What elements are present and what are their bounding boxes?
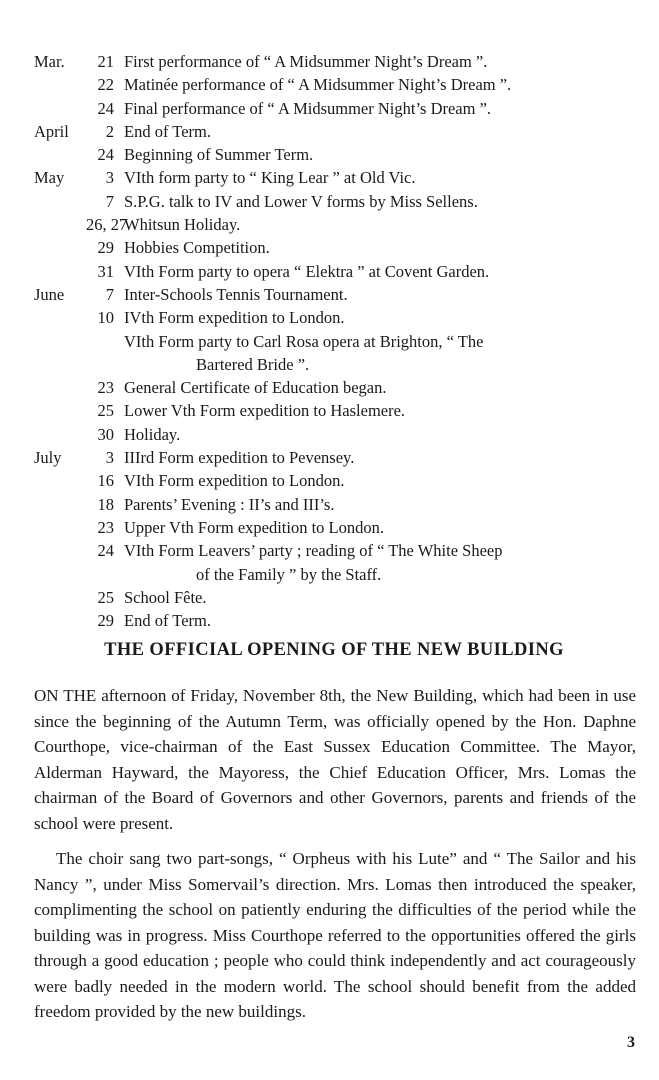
- diary-month: May: [34, 168, 65, 188]
- diary-entry: [34, 190, 634, 213]
- diary-event: Matinée performance of “ A Midsummer Night’s Dream ”.: [124, 75, 512, 95]
- diary-entry: [34, 213, 634, 236]
- diary-event: VIth Form party to opera “ Elektra ” at Covent Garden.: [124, 261, 490, 281]
- diary-month: April: [34, 121, 69, 141]
- diary-day: 21: [97, 52, 114, 71]
- diary-event: Final performance of “ A Midsummer Night’s Dream ”.: [124, 98, 492, 118]
- diary-entry: [34, 330, 634, 353]
- diary-day: 3: [105, 448, 114, 468]
- diary-event: VIth Form Leavers’ party ; reading of “ The White Sheep: [124, 541, 503, 561]
- diary-day-wrap: [86, 213, 128, 236]
- diary-entry: [34, 306, 634, 329]
- diary-event: S.P.G. talk to IV and Lower V forms by Miss Sellens.: [124, 191, 478, 211]
- diary-entry: [34, 50, 634, 73]
- diary-day: 25: [97, 587, 114, 607]
- diary-entry: [34, 516, 634, 539]
- diary-event-continuation: [34, 563, 634, 586]
- diary-entry: [34, 73, 634, 96]
- diary-event: Hobbies Competition.: [124, 238, 270, 258]
- diary-event: VIth Form party to Carl Rosa opera at Brighton, “ The: [124, 331, 484, 351]
- diary-day: 29: [97, 611, 114, 631]
- diary-day: 24: [97, 98, 114, 118]
- diary-day: 25: [97, 401, 114, 421]
- diary-day: 29: [97, 238, 114, 258]
- diary-event: School Fête.: [124, 587, 207, 607]
- page-number: 3: [627, 1034, 635, 1051]
- diary-day: 7: [105, 191, 114, 211]
- diary-day: 23: [97, 517, 114, 537]
- diary-list: [34, 50, 634, 632]
- diary-event: VIth Form expedition to London.: [124, 471, 345, 491]
- diary-entry: [34, 399, 634, 422]
- diary-entry: [34, 260, 634, 283]
- diary-event: Beginning of Summer Term.: [124, 145, 314, 165]
- diary-event: Whitsun Holiday.: [124, 215, 241, 235]
- diary-event: Parents’ Evening : II’s and III’s.: [124, 494, 335, 514]
- diary-entry: [34, 609, 634, 632]
- diary-continuation-text: of the Family ” by the Staff.: [196, 564, 382, 584]
- diary-event: IVth Form expedition to London.: [124, 308, 345, 328]
- diary-day: 24: [97, 541, 114, 561]
- diary-event-continuation: [34, 353, 634, 376]
- diary-event: General Certificate of Education began.: [124, 378, 387, 398]
- diary-event: Upper Vth Form expedition to London.: [124, 517, 385, 537]
- diary-entry: [34, 586, 634, 609]
- diary-entry: [34, 283, 634, 306]
- diary-day: 3: [105, 168, 114, 188]
- diary-month: July: [34, 448, 62, 468]
- diary-event: End of Term.: [124, 611, 211, 631]
- diary-event: Inter-Schools Tennis Tournament.: [124, 284, 348, 304]
- diary-month: Mar.: [34, 52, 65, 71]
- diary-event: End of Term.: [124, 121, 211, 141]
- diary-day: 10: [97, 308, 114, 328]
- diary-day: 24: [97, 145, 114, 165]
- diary-event: First performance of “ A Midsummer Night’s Dream ”.: [124, 52, 488, 71]
- article-title: THE OFFICIAL OPENING OF THE NEW BUILDING: [104, 640, 564, 660]
- diary-event: IIIrd Form expedition to Pevensey.: [124, 448, 355, 468]
- diary-day: 30: [97, 424, 114, 444]
- diary-month: June: [34, 284, 65, 304]
- diary-entry: [34, 166, 634, 189]
- diary-event: VIth form party to “ King Lear ” at Old Vic.: [124, 168, 416, 188]
- article-paragraph-2: The choir sang two part-songs, “ Orpheus with his Lute” and “ The Sailor and his Nancy ”, under Miss Somervail’s direction. Mrs. Lomas then introduced the speaker, complimenting the school on patiently enduring the difficulties of the period while the building was in progress. Miss Courthope referred to the opportunities offered the girls through a good education ; people who could think independently and act courageously were badly needed in the modern world. The school should benefit from the added freedom provided by the new buildings.: [34, 849, 636, 1021]
- diary-entry: [34, 97, 634, 120]
- diary-entry: [34, 446, 634, 469]
- diary-day: 7: [105, 284, 114, 304]
- diary-day: 16: [97, 471, 114, 491]
- diary-day: 26, 27: [86, 215, 128, 235]
- diary-day: 18: [97, 494, 114, 514]
- diary-day: 22: [97, 75, 114, 95]
- diary-entry: [34, 143, 634, 166]
- diary-event: Lower Vth Form expedition to Haslemere.: [124, 401, 406, 421]
- diary-day: 31: [97, 261, 114, 281]
- diary-entry: [34, 493, 634, 516]
- article-paragraph-1: ON THE afternoon of Friday, November 8th, the New Building, which had been in use since the beginning of the Autumn Term, was officially opened by the Hon. Daphne Courthope, vice-chairman of the East Sussex Education Committee. The Mayor, Alderman Hayward, the Mayoress, the Chief Education Officer, Mrs. Lomas the chairman of the Board of Governors and other Governors, parents and friends of the school were present.: [34, 686, 636, 833]
- article-body: [34, 683, 636, 1025]
- diary-day: 2: [105, 121, 114, 141]
- diary-indent-spacer: [34, 563, 124, 586]
- diary-entry: [34, 376, 634, 399]
- diary-entry: [34, 423, 634, 446]
- diary-day: 23: [97, 378, 114, 398]
- diary-indent-spacer: [34, 353, 124, 376]
- diary-entry: [34, 120, 634, 143]
- diary-entry: [34, 469, 634, 492]
- diary-event: Holiday.: [124, 424, 181, 444]
- diary-continuation-text: Bartered Bride ”.: [196, 354, 310, 374]
- diary-entry: [34, 236, 634, 259]
- diary-entry: [34, 539, 634, 562]
